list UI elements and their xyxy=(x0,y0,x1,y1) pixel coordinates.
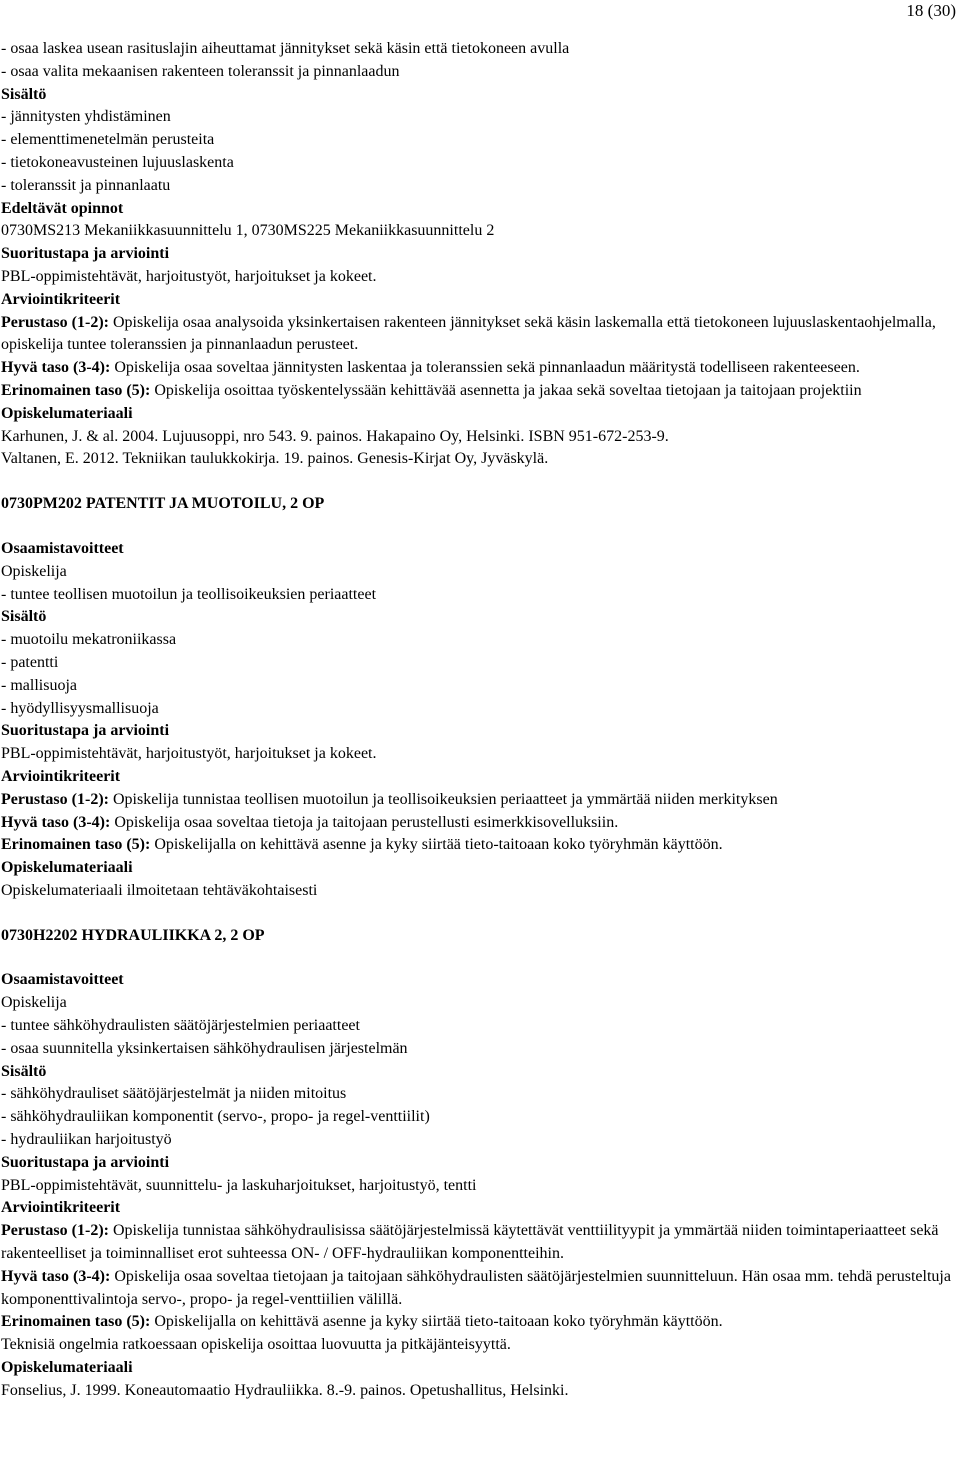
content-item: - sähköhydrauliikan komponentit (servo-, propo- ja regel-venttiilit) xyxy=(1,1108,430,1126)
content-item: - patentti xyxy=(1,653,59,671)
content-item: - hyödyllisyysmallisuoja xyxy=(1,699,159,717)
criteria-good xyxy=(1,1266,956,1312)
criteria-basic-label: Perustaso (1-2): xyxy=(1,1222,109,1240)
criteria-heading: Arviointikriteerit xyxy=(1,1199,121,1217)
content-item: - mallisuoja xyxy=(1,676,77,694)
criteria-excellent-text: Opiskelija osoittaa työskentelyssään kehittävää asennetta ja jakaa sekä soveltaa tietojaan ja taitojaan projektiin xyxy=(150,381,862,399)
criteria-basic-label: Perustaso (1-2): xyxy=(1,790,109,808)
criteria-basic xyxy=(1,312,956,358)
method-text: PBL-oppimistehtävät, harjoitustyöt, harjoitukset ja kokeet. xyxy=(1,745,377,763)
prerequisites-heading: Edeltävät opinnot xyxy=(1,199,124,217)
page-number: 18 (30) xyxy=(906,1,956,20)
criteria-excellent-text: Opiskelijalla on kehittävä asenne ja kyky siirtää tieto-taitoaan koko työryhmän käyttöön. xyxy=(150,836,723,854)
criteria-basic xyxy=(1,1220,956,1266)
content-item: - muotoilu mekatroniikassa xyxy=(1,631,177,649)
criteria-good-text: Opiskelija osaa soveltaa tietojaan ja taitojaan sähköhydraulisten säätöjärjestelmien suunnitteluun. Hän osaa mm. tehdä perusteltuja komponenttivalintoja servo-, propo- ja regel-venttiilien välillä. xyxy=(1,1267,951,1308)
goals-intro: Opiskelija xyxy=(1,562,67,580)
goals-intro: Opiskelija xyxy=(1,994,67,1012)
content-item: - tietokoneavusteinen lujuuslaskenta xyxy=(1,153,234,171)
criteria-excellent-text: Opiskelijalla on kehittävä asenne ja kyky siirtää tieto-taitoaan koko työryhmän käyttöön. xyxy=(150,1313,723,1331)
criteria-good-label: Hyvä taso (3-4): xyxy=(1,1267,111,1285)
method-heading: Suoritustapa ja arviointi xyxy=(1,722,170,740)
material-text: Opiskelumateriaali ilmoitetaan tehtäväkohtaisesti xyxy=(1,881,318,899)
prerequisites-text: 0730MS213 Mekaniikkasuunnittelu 1, 0730MS225 Mekaniikkasuunnittelu 2 xyxy=(1,222,495,240)
goal-item: - osaa suunnitella yksinkertaisen sähköhydraulisen järjestelmän xyxy=(1,1039,408,1057)
method-heading: Suoritustapa ja arviointi xyxy=(1,245,170,263)
course-title: 0730H2202 HYDRAULIIKKA 2, 2 OP xyxy=(1,926,265,944)
criteria-excellent-label: Erinomainen taso (5): xyxy=(1,836,151,854)
criteria-good xyxy=(1,812,956,835)
criteria-basic-text: Opiskelija tunnistaa sähköhydraulisissa säätöjärjestelmissä käytettävät venttiilityypit ja ymmärtää niiden toimintaperiaatteet sekä rakenteelliset ja toiminnalliset erot suhteessa ON- / OFF-hydrauliikan komponentteihin. xyxy=(1,1222,939,1263)
section-hydraulics xyxy=(1,925,956,1403)
method-text: PBL-oppimistehtävät, harjoitustyöt, harjoitukset ja kokeet. xyxy=(1,267,377,285)
criteria-excellent-label: Erinomainen taso (5): xyxy=(1,381,151,399)
goals-heading: Osaamistavoitteet xyxy=(1,971,124,989)
goal-item: - tuntee sähköhydraulisten säätöjärjestelmien periaatteet xyxy=(1,1017,360,1035)
criteria-heading: Arviointikriteerit xyxy=(1,290,121,308)
content-heading: Sisältö xyxy=(1,1062,47,1080)
goal-item: - tuntee teollisen muotoilun ja teollisoikeuksien periaatteet xyxy=(1,585,377,603)
content-item: - toleranssit ja pinnanlaatu xyxy=(1,176,171,194)
content-item: - elementtimenetelmän perusteita xyxy=(1,131,215,149)
section-strength-continued xyxy=(1,38,956,471)
goal-item: - osaa laskea usean rasituslajin aiheuttamat jännitykset sekä käsin että tietokoneen avulla xyxy=(1,40,570,57)
content-item: - sähköhydrauliset säätöjärjestelmät ja niiden mitoitus xyxy=(1,1085,347,1103)
criteria-excellent-label: Erinomainen taso (5): xyxy=(1,1313,151,1331)
criteria-basic xyxy=(1,789,956,812)
material-item: Valtanen, E. 2012. Tekniikan taulukkokirja. 19. painos. Genesis-Kirjat Oy, Jyväskylä. xyxy=(1,450,549,468)
criteria-excellent xyxy=(1,380,956,403)
criteria-heading: Arviointikriteerit xyxy=(1,767,121,785)
document-body xyxy=(1,38,956,1403)
goals-heading: Osaamistavoitteet xyxy=(1,539,124,557)
criteria-basic-text: Opiskelija osaa analysoida yksinkertaisen rakenteen jännitykset sekä käsin laskemalla että tietokoneen lujuuslaskentaohjelmalla, opiskelija tuntee toleranssien ja pinnanlaadun perusteet. xyxy=(1,313,936,354)
criteria-good-text: Opiskelija osaa soveltaa tietoja ja taitojaan perustellusti esimerkkisovelluksiin. xyxy=(110,813,619,831)
criteria-good-text: Opiskelija osaa soveltaa jännitysten laskentaa ja toleranssien sekä pinnanlaadun määritystä todelliseen rakenteeseen. xyxy=(110,359,860,377)
criteria-good xyxy=(1,357,956,380)
content-heading: Sisältö xyxy=(1,85,47,103)
criteria-excellent-extra: Teknisiä ongelmia ratkoessaan opiskelija osoittaa luovuutta ja pitkäjänteisyyttä. xyxy=(1,1336,511,1354)
content-item: - jännitysten yhdistäminen xyxy=(1,108,171,126)
content-heading: Sisältö xyxy=(1,608,47,626)
material-heading: Opiskelumateriaali xyxy=(1,859,133,877)
criteria-good-label: Hyvä taso (3-4): xyxy=(1,359,111,377)
goal-item: - osaa valita mekaanisen rakenteen toleranssit ja pinnanlaadun xyxy=(1,62,400,80)
criteria-good-label: Hyvä taso (3-4): xyxy=(1,813,111,831)
section-patents-design xyxy=(1,493,956,903)
criteria-excellent xyxy=(1,1311,956,1334)
course-title: 0730PM202 PATENTIT JA MUOTOILU, 2 OP xyxy=(1,495,325,513)
material-heading: Opiskelumateriaali xyxy=(1,404,133,422)
criteria-excellent xyxy=(1,834,956,857)
criteria-basic-text: Opiskelija tunnistaa teollisen muotoilun ja teollisoikeuksien periaatteet ja ymmärtää niiden merkityksen xyxy=(108,790,778,808)
criteria-basic-label: Perustaso (1-2): xyxy=(1,313,109,331)
material-text: Fonselius, J. 1999. Koneautomaatio Hydrauliikka. 8.-9. painos. Opetushallitus, Helsinki. xyxy=(1,1381,569,1399)
method-heading: Suoritustapa ja arviointi xyxy=(1,1153,170,1171)
material-item: Karhunen, J. & al. 2004. Lujuusoppi, nro 543. 9. painos. Hakapaino Oy, Helsinki. ISBN 951-672-253-9. xyxy=(1,427,669,445)
material-heading: Opiskelumateriaali xyxy=(1,1359,133,1377)
method-text: PBL-oppimistehtävät, suunnittelu- ja laskuharjoitukset, harjoitustyö, tentti xyxy=(1,1176,477,1194)
content-item: - hydrauliikan harjoitustyö xyxy=(1,1131,172,1149)
